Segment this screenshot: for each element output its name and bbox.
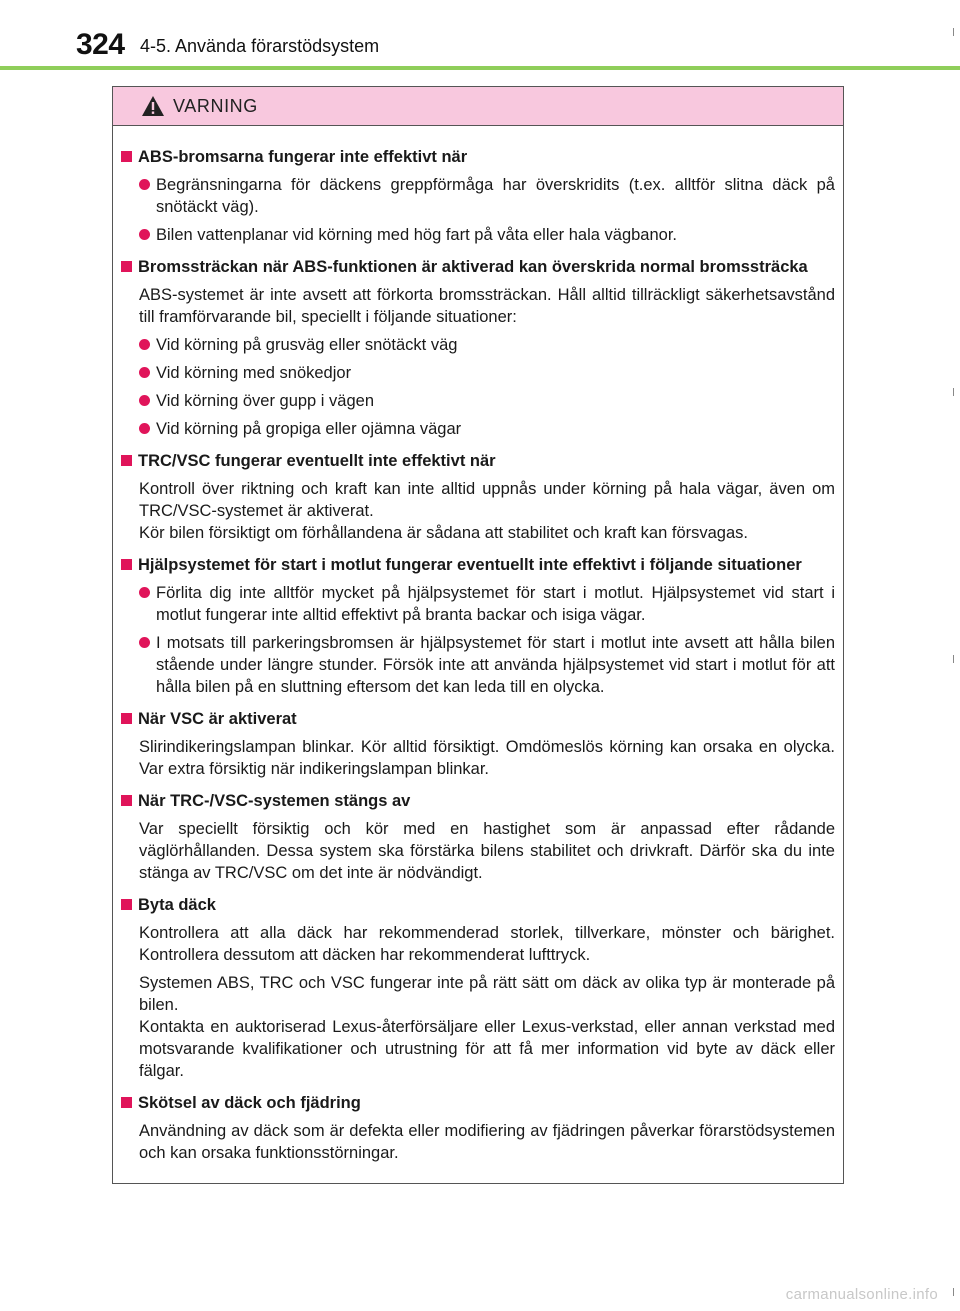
section-paragraph: Användning av däck som är defekta eller modifiering av fjädringen påverkar förarstödsystemen och kan orsaka funktionsstörningar.	[139, 1122, 835, 1162]
page-number: 324	[76, 28, 125, 61]
warning-header	[113, 87, 843, 126]
list-item: Bilen vattenplanar vid körning med hög fart på våta eller hala vägbanor.	[139, 224, 835, 246]
round-bullet-icon	[139, 423, 150, 434]
section-paragraph: Var speciellt försiktig och kör med en hastighet som är anpassad efter rådande väglörhållanden. Dessa system ska förstärka bilens stabilitet och drivkraft. Därför ska du inte stänga av TRC/VSC om det inte är nödvändigt.	[139, 820, 835, 882]
square-bullet-icon	[121, 261, 132, 272]
section-paragraph: Slirindikeringslampan blinkar. Kör alltid försiktigt. Omdömeslös körning kan orsaka en olycka. Var extra försiktig när indikeringslampan blinkar.	[139, 738, 835, 778]
round-bullet-icon	[139, 395, 150, 406]
list-item: I motsats till parkeringsbromsen är hjälpsystemet för start i motlut inte avsett att hålla bilen stående under längre stunder. Försök inte att använda hjälpsystemet vid start i motlut för att hålla bilen på en sluttning eftersom det kan leda till en olycka.	[139, 632, 835, 698]
square-bullet-icon	[121, 151, 132, 162]
list-item: Vid körning på gropiga eller ojämna vägar	[139, 418, 835, 440]
square-bullet-icon	[121, 899, 132, 910]
header-divider	[0, 66, 960, 70]
square-bullet-icon	[121, 455, 132, 466]
section-heading: Hjälpsystemet för start i motlut fungerar eventuellt inte effektivt i följande situationer	[121, 554, 835, 576]
page-header	[0, 0, 960, 70]
section-heading: Skötsel av däck och fjädring	[121, 1092, 835, 1114]
warning-box	[112, 86, 844, 1184]
section-paragraph: Kontrollera att alla däck har rekommenderad storlek, tillverkare, mönster och bärighet. Kontrollera dessutom att däcken har rekommenderat lufttryck.	[139, 924, 835, 964]
section-title: 4-5. Använda förarstödsystem	[140, 36, 380, 56]
edge-tick	[953, 1288, 954, 1296]
list-item: Vid körning med snökedjor	[139, 362, 835, 384]
section-paragraph: Systemen ABS, TRC och VSC fungerar inte på rätt sätt om däck av olika typ är monterade på bilen. Kontakta en auktoriserad Lexus-återförsäljare eller Lexus-verkstad, eller annan verkstad med motsvarande kvalifikationer och utrustning för att få mer information vid byte av däck eller fälgar.	[139, 974, 835, 1080]
list-item: Vid körning över gupp i vägen	[139, 390, 835, 412]
list-item: Förlita dig inte alltför mycket på hjälpsystemet för start i motlut. Hjälpsystemet vid start i motlut fungerar inte alltid effektivt på branta backar och isiga vägar.	[139, 582, 835, 626]
section-heading: När VSC är aktiverat	[121, 708, 835, 730]
warning-triangle-icon	[141, 95, 165, 117]
round-bullet-icon	[139, 179, 150, 190]
section-heading: TRC/VSC fungerar eventuellt inte effektivt när	[121, 450, 835, 472]
list-item: Vid körning på grusväg eller snötäckt väg	[139, 334, 835, 356]
section-heading: När TRC-/VSC-systemen stängs av	[121, 790, 835, 812]
square-bullet-icon	[121, 795, 132, 806]
round-bullet-icon	[139, 229, 150, 240]
section-paragraph: ABS-systemet är inte avsett att förkorta bromssträckan. Håll alltid tillräckligt säkerhetsavstånd till framförvarande bil, speciellt i följande situationer:	[139, 286, 835, 326]
round-bullet-icon	[139, 637, 150, 648]
edge-tick	[953, 388, 954, 396]
round-bullet-icon	[139, 339, 150, 350]
edge-tick	[953, 28, 954, 36]
section-heading: Byta däck	[121, 894, 835, 916]
square-bullet-icon	[121, 1097, 132, 1108]
edge-tick	[953, 655, 954, 663]
warning-body	[113, 126, 843, 1164]
section-heading: Bromssträckan när ABS-funktionen är aktiverad kan överskrida normal bromssträcka	[121, 256, 835, 278]
round-bullet-icon	[139, 587, 150, 598]
watermark: carmanualsonline.info	[785, 1286, 938, 1303]
square-bullet-icon	[121, 713, 132, 724]
section-heading: ABS-bromsarna fungerar inte effektivt när	[121, 146, 835, 168]
square-bullet-icon	[121, 559, 132, 570]
round-bullet-icon	[139, 367, 150, 378]
section-paragraph: Kontroll över riktning och kraft kan inte alltid uppnås under körning på hala vägar, även om TRC/VSC-systemet är aktiverat. Kör bilen försiktigt om förhållandena är sådana att stabilitet och kraft kan försvagas.	[139, 480, 835, 542]
list-item: Begränsningarna för däckens greppförmåga har överskridits (t.ex. alltför slitna däck på snötäckt väg).	[139, 174, 835, 218]
warning-title: VARNING	[173, 95, 258, 116]
